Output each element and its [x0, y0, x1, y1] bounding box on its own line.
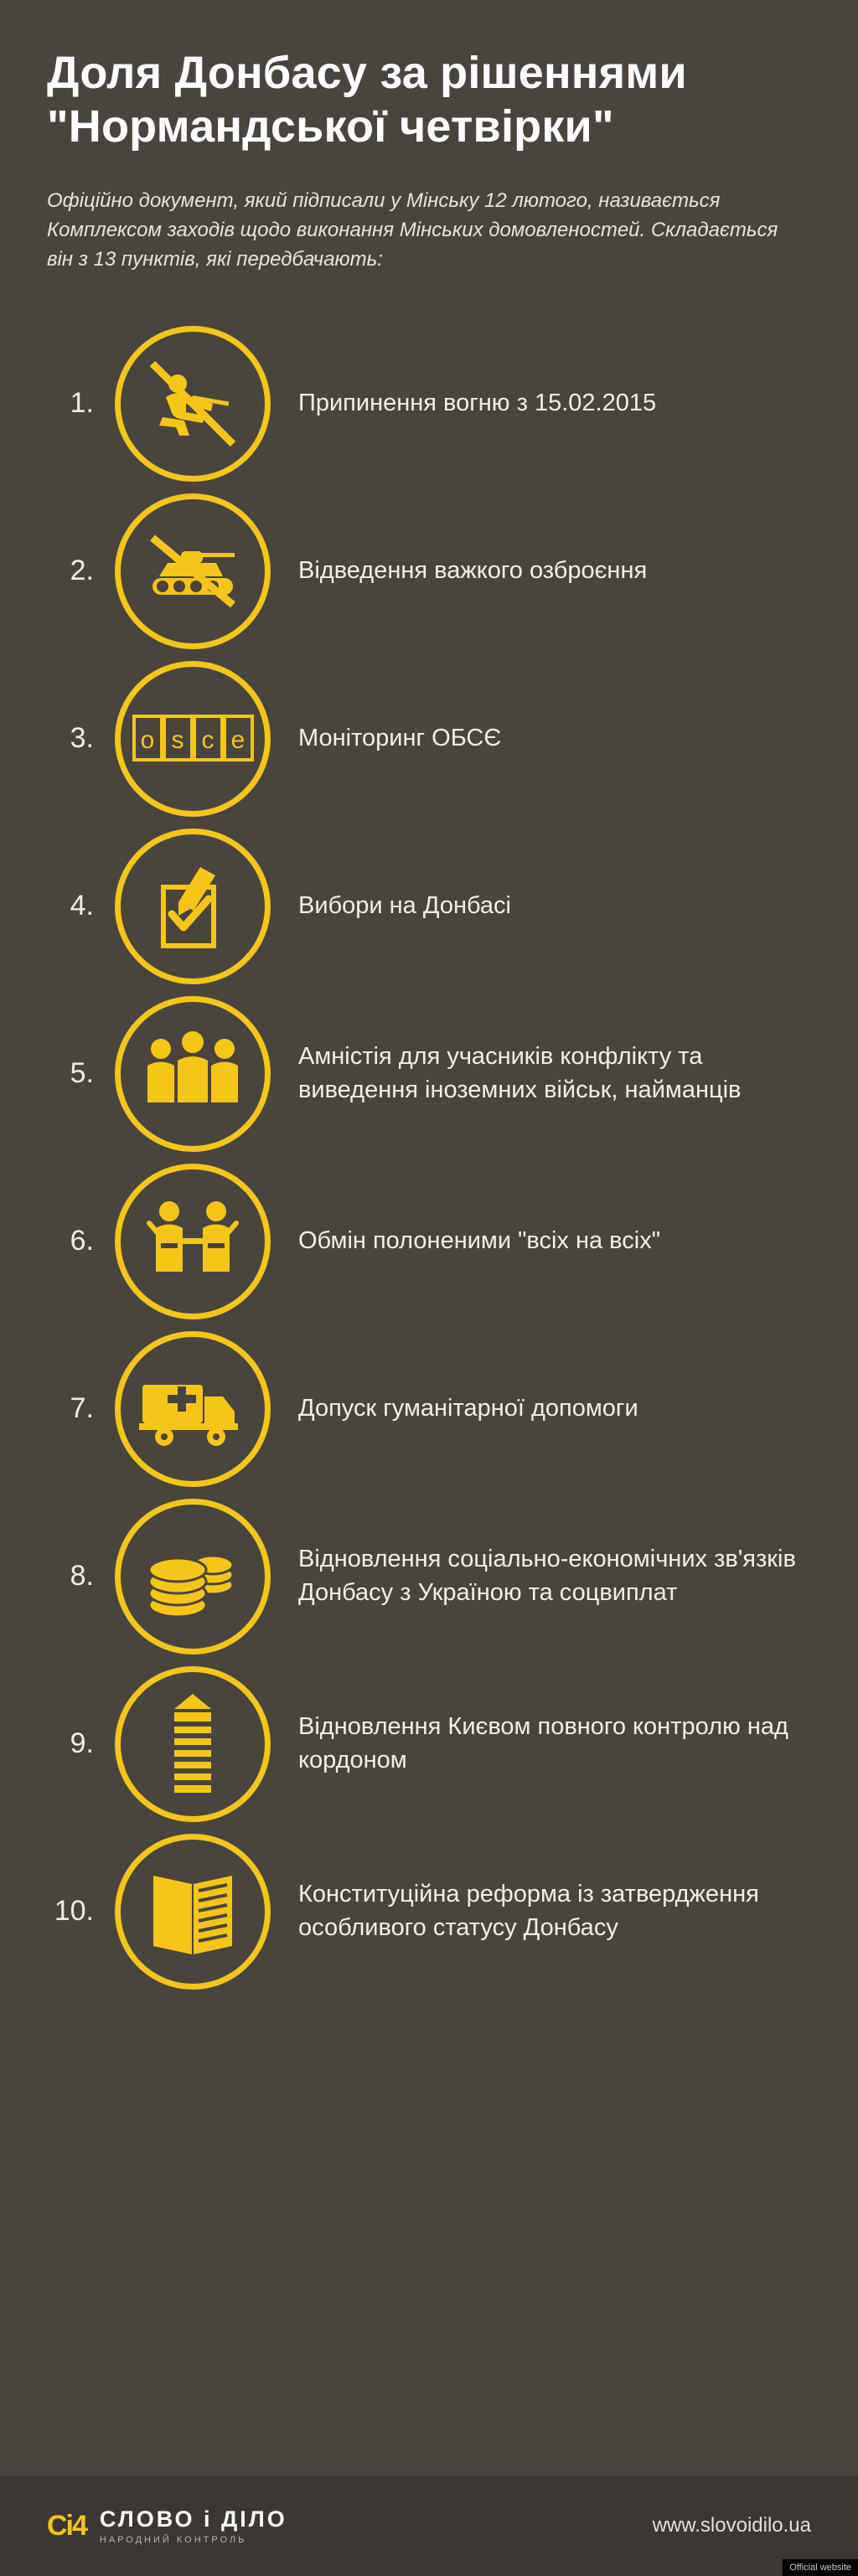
list-item [34, 320, 824, 488]
item-label: Відведення важкого озброєння [298, 557, 648, 585]
item-badge [109, 1828, 277, 1995]
brand-subtitle: НАРОДНИЙ КОНТРОЛЬ [99, 2535, 247, 2545]
item-number: 1. [70, 387, 94, 420]
item-number: 10. [54, 1895, 94, 1928]
item-badge [109, 655, 277, 823]
no-tank-icon [115, 493, 271, 649]
border-post-icon [115, 1666, 271, 1822]
list-item [34, 1660, 824, 1828]
footer [0, 2475, 858, 2576]
item-badge [109, 488, 277, 655]
item-badge [109, 1660, 277, 1828]
brand-text [100, 2506, 287, 2545]
list-item [34, 823, 824, 990]
header [0, 0, 858, 275]
ballot-checkbox-icon [115, 829, 271, 984]
list-item [34, 990, 824, 1158]
item-badge [109, 990, 277, 1158]
item-badge [109, 823, 277, 990]
list-item [34, 655, 824, 823]
list-item [34, 1493, 824, 1660]
measures-list [0, 320, 858, 1995]
page-title [47, 47, 811, 153]
brand-name: СЛОВО і ДІЛО [99, 2506, 287, 2532]
item-label: Допуск гуманітарної допомоги [298, 1395, 638, 1422]
website-url[interactable]: www.slovoidilo.ua [652, 2514, 811, 2537]
list-item [34, 1158, 824, 1325]
svg-text:e: e [230, 725, 246, 754]
humanitarian-truck-icon [115, 1331, 271, 1487]
no-soldier-icon [115, 326, 271, 482]
item-badge [109, 320, 277, 488]
item-badge [109, 1325, 277, 1493]
svg-text:c: c [201, 725, 214, 754]
prisoner-exchange-icon [115, 1164, 271, 1319]
item-number: 8. [70, 1560, 94, 1593]
page-title-line1: Доля Донбасу за рішеннями [47, 48, 687, 98]
open-book-icon [115, 1834, 271, 1990]
list-item [34, 1828, 824, 1995]
brand-logo[interactable] [47, 2506, 287, 2545]
brand-mark-icon: Ci4 [47, 2509, 86, 2542]
item-label: Амністія для учасників конфлікту та виведення іноземних військ, найманців [298, 1043, 742, 1103]
list-item [34, 488, 824, 655]
item-label: Відновлення Києвом повного контролю над кордоном [298, 1713, 788, 1773]
item-badge [109, 1493, 277, 1660]
item-badge [109, 1158, 277, 1325]
item-number: 4. [70, 890, 94, 922]
item-number: 7. [70, 1392, 94, 1425]
item-number: 5. [70, 1057, 94, 1090]
item-label: Відновлення соціально-економічних зв'язків Донбасу з Україною та соцвиплат [298, 1546, 796, 1606]
coins-icon [115, 1499, 271, 1655]
item-number: 2. [70, 555, 94, 587]
item-label: Вибори на Донбасі [298, 892, 511, 920]
page-title-line2: "Нормандської четвірки" [47, 101, 614, 152]
intro-paragraph: Офіційно документ, який підписали у Мінську 12 лютого, називається Комплексом заходів щодо виконання Мінських домовленостей. Складається він з 13 пунктів, які передбачають: [47, 189, 778, 271]
official-website-badge: Official website [783, 2559, 858, 2576]
item-number: 6. [70, 1225, 94, 1257]
item-number: 9. [70, 1727, 94, 1760]
item-label: Конституційна реформа із затвердження особливого статусу Донбасу [298, 1881, 759, 1941]
item-label: Моніторинг ОБСЄ [298, 725, 502, 752]
svg-text:s: s [171, 725, 184, 754]
item-label: Обмін полоненими "всіх на всіх" [298, 1227, 660, 1255]
item-number: 3. [70, 722, 94, 755]
osce-icon [115, 661, 271, 817]
three-people-icon [115, 996, 271, 1152]
list-item [34, 1325, 824, 1493]
svg-text:o: o [140, 725, 155, 754]
item-label: Припинення вогню з 15.02.2015 [298, 390, 657, 417]
